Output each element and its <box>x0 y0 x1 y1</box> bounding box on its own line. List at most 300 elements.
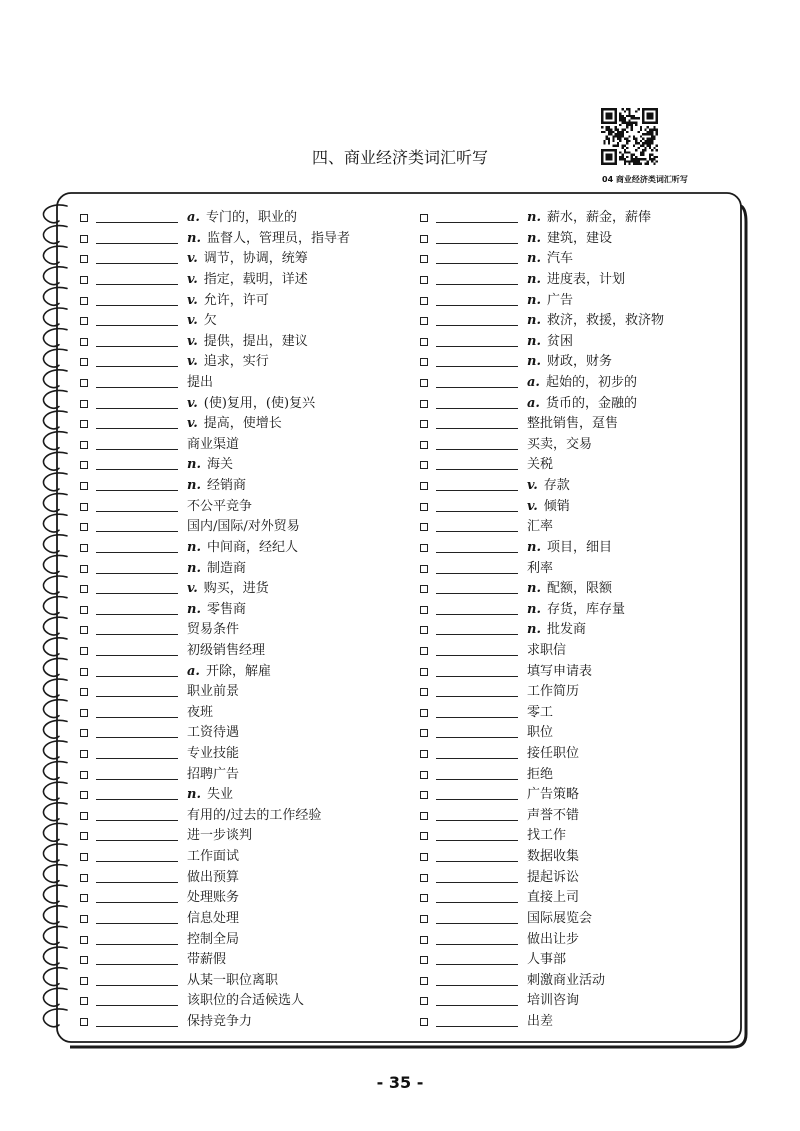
definition <box>527 291 573 311</box>
vocab-row-left <box>78 435 408 455</box>
vocab-row-left <box>78 208 408 228</box>
answer-blank <box>96 366 178 367</box>
answer-blank <box>436 511 518 512</box>
answer-blank <box>96 737 178 738</box>
spiral-ring <box>43 287 67 305</box>
vocab-row-right <box>418 888 736 908</box>
definition <box>527 208 651 228</box>
part-of-speech: v. <box>187 292 198 308</box>
definition <box>527 806 579 826</box>
definition <box>187 888 239 908</box>
meaning-text: 提出 <box>187 374 214 390</box>
definition <box>187 476 246 496</box>
answer-blank <box>96 696 178 697</box>
spiral-ring <box>43 658 67 676</box>
meaning-text: 汽车 <box>546 251 573 267</box>
definition <box>527 394 637 414</box>
answer-blank <box>96 428 178 429</box>
meaning-text: 购买，进货 <box>203 581 269 597</box>
part-of-speech: v. <box>187 395 198 411</box>
checkbox-square <box>80 276 88 284</box>
definition <box>187 208 297 228</box>
meaning-text: 薪水，薪金，薪俸 <box>546 210 651 225</box>
checkbox-square <box>80 812 88 820</box>
spiral-ring <box>43 947 67 965</box>
definition <box>187 826 252 846</box>
checkbox-square <box>80 647 88 655</box>
definition <box>187 620 239 640</box>
checkbox-square <box>420 853 428 861</box>
definition <box>527 311 664 331</box>
definition <box>527 1012 553 1032</box>
meaning-text: 处理账务 <box>187 890 240 906</box>
checkbox-square <box>420 461 428 469</box>
meaning-text: 该职位的合适候选人 <box>187 993 305 1009</box>
checkbox-square <box>420 709 428 717</box>
meaning-text: 广告 <box>546 292 573 308</box>
meaning-text: 调节，协调，统筹 <box>203 251 308 267</box>
vocab-row-right <box>418 579 736 599</box>
meaning-text: 追求，实行 <box>203 354 269 370</box>
answer-blank <box>436 696 518 697</box>
checkbox-square <box>420 297 428 305</box>
vocab-row-right <box>418 559 736 579</box>
vocab-row-left <box>78 847 408 867</box>
vocab-row-left <box>78 888 408 908</box>
answer-blank <box>436 820 518 821</box>
answer-blank <box>96 263 178 264</box>
spiral-ring <box>43 926 67 944</box>
checkbox-square <box>80 936 88 944</box>
meaning-text: 存货，库存量 <box>546 601 625 617</box>
definition <box>527 826 566 846</box>
meaning-text: 数据收集 <box>527 849 580 865</box>
definition <box>527 744 579 764</box>
checkbox-square <box>420 936 428 944</box>
definition <box>527 497 570 517</box>
answer-blank <box>96 799 178 800</box>
meaning-text: 项目，细目 <box>546 539 612 555</box>
meaning-text: 零工 <box>527 704 554 720</box>
definition <box>187 455 233 475</box>
vocab-row-right <box>418 868 736 888</box>
vocab-row-right <box>418 476 736 496</box>
part-of-speech: n. <box>527 354 541 370</box>
definition <box>187 991 304 1011</box>
answer-blank <box>436 428 518 429</box>
checkbox-square <box>420 544 428 552</box>
meaning-text: 国内/国际/对外贸易 <box>187 519 300 535</box>
answer-blank <box>436 634 518 635</box>
meaning-text: 职位 <box>527 725 554 741</box>
checkbox-square <box>420 874 428 882</box>
definition <box>527 332 573 352</box>
answer-blank <box>436 758 518 759</box>
answer-blank <box>436 799 518 800</box>
answer-blank <box>436 902 518 903</box>
meaning-text: 控制全局 <box>187 931 240 947</box>
part-of-speech: n. <box>187 478 201 493</box>
answer-blank <box>436 655 518 656</box>
definition <box>187 971 278 991</box>
definition <box>187 352 269 372</box>
vocab-row-left <box>78 497 408 517</box>
checkbox-square <box>80 255 88 263</box>
checkbox-square <box>80 894 88 902</box>
answer-blank <box>436 985 518 986</box>
checkbox-square <box>80 544 88 552</box>
vocab-row-left <box>78 620 408 640</box>
definition <box>527 641 566 661</box>
vocab-row-right <box>418 785 736 805</box>
meaning-text: 财政，财务 <box>546 354 612 370</box>
checkbox-square <box>420 235 428 243</box>
checkbox-square <box>420 894 428 902</box>
checkbox-square <box>80 626 88 634</box>
answer-blank <box>96 676 178 677</box>
vocab-row-left <box>78 270 408 290</box>
meaning-text: 允许，许可 <box>203 292 269 308</box>
checkbox-square <box>80 461 88 469</box>
vocab-row-right <box>418 517 736 537</box>
vocab-row-right <box>418 208 736 228</box>
vocab-row-left <box>78 723 408 743</box>
checkbox-square <box>80 750 88 758</box>
meaning-text: 汇率 <box>527 519 554 535</box>
checkbox-square <box>420 358 428 366</box>
meaning-text: 海关 <box>206 457 233 473</box>
meaning-text: 国际展览会 <box>527 910 593 926</box>
definition <box>187 723 239 743</box>
answer-blank <box>436 222 518 223</box>
answer-blank <box>436 263 518 264</box>
definition <box>527 950 566 970</box>
answer-blank <box>436 284 518 285</box>
definition <box>527 414 618 434</box>
meaning-text: 救济，救援，救济物 <box>546 313 664 329</box>
vocab-row-left <box>78 991 408 1011</box>
spiral-ring <box>43 514 67 532</box>
vocab-row-left <box>78 311 408 331</box>
spiral-binding <box>43 205 67 1027</box>
vocab-row-right <box>418 1012 736 1032</box>
vocab-row-right <box>418 435 736 455</box>
spiral-ring <box>43 576 67 594</box>
spiral-ring <box>43 452 67 470</box>
answer-blank <box>96 655 178 656</box>
meaning-text: 从某一职位离职 <box>187 972 279 988</box>
meaning-text: 进一步谈判 <box>187 828 253 844</box>
answer-blank <box>96 944 178 945</box>
meaning-text: 中间商，经纪人 <box>206 539 298 555</box>
vocab-row-right <box>418 847 736 867</box>
vocab-row-left <box>78 971 408 991</box>
checkbox-square <box>420 379 428 387</box>
checkbox-square <box>80 338 88 346</box>
meaning-text: 监督人，管理员，指导者 <box>206 230 350 246</box>
spiral-ring <box>43 741 67 759</box>
meaning-text: 不公平竞争 <box>187 498 253 514</box>
meaning-text: 刺激商业活动 <box>527 972 606 988</box>
checkbox-square <box>80 420 88 428</box>
spiral-ring <box>43 782 67 800</box>
part-of-speech: n. <box>187 230 201 246</box>
definition <box>187 332 308 352</box>
spiral-ring <box>43 535 67 553</box>
checkbox-square <box>420 832 428 840</box>
meaning-text: 零售商 <box>206 601 246 617</box>
part-of-speech: v. <box>187 416 198 432</box>
vocab-row-left <box>78 765 408 785</box>
spiral-ring <box>43 308 67 326</box>
definition <box>527 930 579 950</box>
definition <box>187 1012 252 1032</box>
vocab-row-left <box>78 909 408 929</box>
answer-blank <box>436 449 518 450</box>
vocab-row-right <box>418 950 736 970</box>
vocab-row-right <box>418 229 736 249</box>
answer-blank <box>96 408 178 409</box>
answer-blank <box>436 779 518 780</box>
answer-blank <box>96 964 178 965</box>
meaning-text: 失业 <box>206 787 233 803</box>
checkbox-square <box>80 832 88 840</box>
spiral-ring <box>43 555 67 573</box>
definition <box>187 868 239 888</box>
meaning-text: 整批销售，趸售 <box>527 416 619 432</box>
checkbox-square <box>80 956 88 964</box>
part-of-speech: n. <box>527 230 541 246</box>
answer-blank <box>436 840 518 841</box>
vocab-row-right <box>418 600 736 620</box>
checkbox-square <box>80 214 88 222</box>
qr-code <box>601 108 658 165</box>
definition <box>187 641 265 661</box>
checkbox-square <box>420 915 428 923</box>
checkbox-square <box>420 956 428 964</box>
answer-blank <box>96 614 178 615</box>
part-of-speech: n. <box>187 539 201 555</box>
part-of-speech: n. <box>187 787 201 803</box>
meaning-text: 招聘广告 <box>187 766 240 782</box>
spiral-ring <box>43 390 67 408</box>
vocab-row-right <box>418 620 736 640</box>
checkbox-square <box>80 606 88 614</box>
part-of-speech: v. <box>187 271 198 287</box>
vocab-row-left <box>78 352 408 372</box>
qr-caption: 04 商业经济类词汇听写 <box>602 175 688 184</box>
meaning-text: 培训咨询 <box>527 993 580 1009</box>
definition <box>527 868 579 888</box>
vocab-row-right <box>418 806 736 826</box>
checkbox-square <box>80 729 88 737</box>
answer-blank <box>436 346 518 347</box>
vocab-row-right <box>418 703 736 723</box>
spiral-ring <box>43 844 67 862</box>
vocab-row-right <box>418 971 736 991</box>
answer-blank <box>96 325 178 326</box>
meaning-text: 存款 <box>543 478 570 493</box>
meaning-text: 建筑，建设 <box>546 230 612 246</box>
checkbox-square <box>420 441 428 449</box>
vocab-row-left <box>78 703 408 723</box>
part-of-speech: v. <box>187 354 198 370</box>
definition <box>527 517 553 537</box>
definition <box>187 497 252 517</box>
meaning-text: 专门的，职业的 <box>205 210 297 225</box>
spiral-ring <box>43 494 67 512</box>
answer-blank <box>436 964 518 965</box>
answer-blank <box>96 1005 178 1006</box>
vocab-row-left <box>78 641 408 661</box>
checkbox-square <box>420 214 428 222</box>
part-of-speech: n. <box>187 457 201 473</box>
meaning-text: 信息处理 <box>187 910 240 926</box>
definition <box>527 600 625 620</box>
answer-blank <box>96 882 178 883</box>
definition <box>527 476 570 496</box>
meaning-text: 保持竞争力 <box>187 1014 253 1029</box>
definition <box>527 703 553 723</box>
checkbox-square <box>420 791 428 799</box>
vocab-row-left <box>78 249 408 269</box>
vocab-row-left <box>78 826 408 846</box>
part-of-speech: v. <box>527 498 538 514</box>
part-of-speech: n. <box>187 560 201 576</box>
vocab-row-right <box>418 497 736 517</box>
checkbox-square <box>80 565 88 573</box>
checkbox-square <box>420 668 428 676</box>
meaning-text: 出差 <box>527 1014 554 1029</box>
vocab-row-left <box>78 517 408 537</box>
spiral-ring <box>43 432 67 450</box>
definition <box>527 847 579 867</box>
answer-blank <box>436 366 518 367</box>
definition <box>527 682 579 702</box>
meaning-text: 开除，解雇 <box>205 663 271 679</box>
checkbox-square <box>80 358 88 366</box>
vocab-row-right <box>418 352 736 372</box>
checkbox-square <box>80 791 88 799</box>
spiral-ring <box>43 679 67 697</box>
definition <box>527 579 612 599</box>
meaning-text: 工作面试 <box>187 849 240 865</box>
meaning-text: 买卖，交易 <box>527 436 593 452</box>
answer-blank <box>96 840 178 841</box>
vocab-row-left <box>78 332 408 352</box>
checkbox-square <box>420 338 428 346</box>
spiral-ring <box>43 349 67 367</box>
answer-blank <box>436 614 518 615</box>
spiral-ring <box>43 823 67 841</box>
answer-blank <box>96 985 178 986</box>
meaning-text: 广告策略 <box>527 787 580 803</box>
checkbox-square <box>420 771 428 779</box>
vocab-row-left <box>78 229 408 249</box>
vocab-row-right <box>418 291 736 311</box>
definition <box>187 373 213 393</box>
vocab-row-right <box>418 723 736 743</box>
spiral-ring <box>43 205 67 223</box>
checkbox-square <box>80 1018 88 1026</box>
answer-blank <box>436 490 518 491</box>
meaning-text: 人事部 <box>527 952 567 968</box>
definition <box>527 352 612 372</box>
spiral-ring <box>43 906 67 924</box>
answer-blank <box>96 305 178 306</box>
meaning-text: 提起诉讼 <box>527 869 580 885</box>
vocab-row-left <box>78 455 408 475</box>
page-title: 四、商业经济类词汇听写 <box>311 148 488 167</box>
definition <box>187 600 246 620</box>
vocab-row-left <box>78 476 408 496</box>
vocab-row-right <box>418 909 736 929</box>
definition <box>527 888 579 908</box>
answer-blank <box>436 243 518 244</box>
spiral-ring <box>43 968 67 986</box>
definition <box>187 394 315 414</box>
vocab-row-right <box>418 682 736 702</box>
answer-blank <box>96 573 178 574</box>
part-of-speech: n. <box>527 210 541 225</box>
meaning-text: 接任职位 <box>527 746 580 761</box>
meaning-text: 做出预算 <box>187 869 240 885</box>
vocab-row-right <box>418 311 736 331</box>
meaning-text: 工资待遇 <box>187 725 240 741</box>
vocab-row-left <box>78 806 408 826</box>
definition <box>187 847 239 867</box>
meaning-text: 利率 <box>527 560 554 576</box>
meaning-text: 商业渠道 <box>187 436 240 452</box>
answer-blank <box>96 469 178 470</box>
definition <box>527 971 605 991</box>
part-of-speech: a. <box>187 210 200 225</box>
answer-blank <box>96 902 178 903</box>
answer-blank <box>436 325 518 326</box>
meaning-text: 指定，载明，详述 <box>203 271 308 287</box>
answer-blank <box>436 531 518 532</box>
part-of-speech: a. <box>527 395 540 411</box>
answer-blank <box>96 387 178 388</box>
part-of-speech: v. <box>527 478 538 493</box>
checkbox-square <box>420 503 428 511</box>
meaning-text: 欠 <box>203 313 217 329</box>
checkbox-square <box>80 235 88 243</box>
vocab-row-right <box>418 394 736 414</box>
vocab-row-right <box>418 270 736 290</box>
vocab-row-right <box>418 826 736 846</box>
spiral-ring <box>43 988 67 1006</box>
checkbox-square <box>420 317 428 325</box>
vocab-row-left <box>78 662 408 682</box>
definition <box>187 682 239 702</box>
checkbox-square <box>80 688 88 696</box>
answer-blank <box>96 593 178 594</box>
meaning-text: 求职信 <box>527 642 567 658</box>
answer-blank <box>436 387 518 388</box>
checkbox-square <box>420 400 428 408</box>
meaning-text: 提供，提出，建议 <box>203 333 308 349</box>
definition <box>527 270 625 290</box>
meaning-text: 起始的，初步的 <box>545 374 637 390</box>
checkbox-square <box>80 771 88 779</box>
checkbox-square <box>420 565 428 573</box>
part-of-speech: n. <box>527 539 541 555</box>
meaning-text: (使)复用，(使)复兴 <box>203 395 316 411</box>
checkbox-square <box>420 729 428 737</box>
spiral-ring <box>43 597 67 615</box>
meaning-text: 填写申请表 <box>527 663 593 679</box>
